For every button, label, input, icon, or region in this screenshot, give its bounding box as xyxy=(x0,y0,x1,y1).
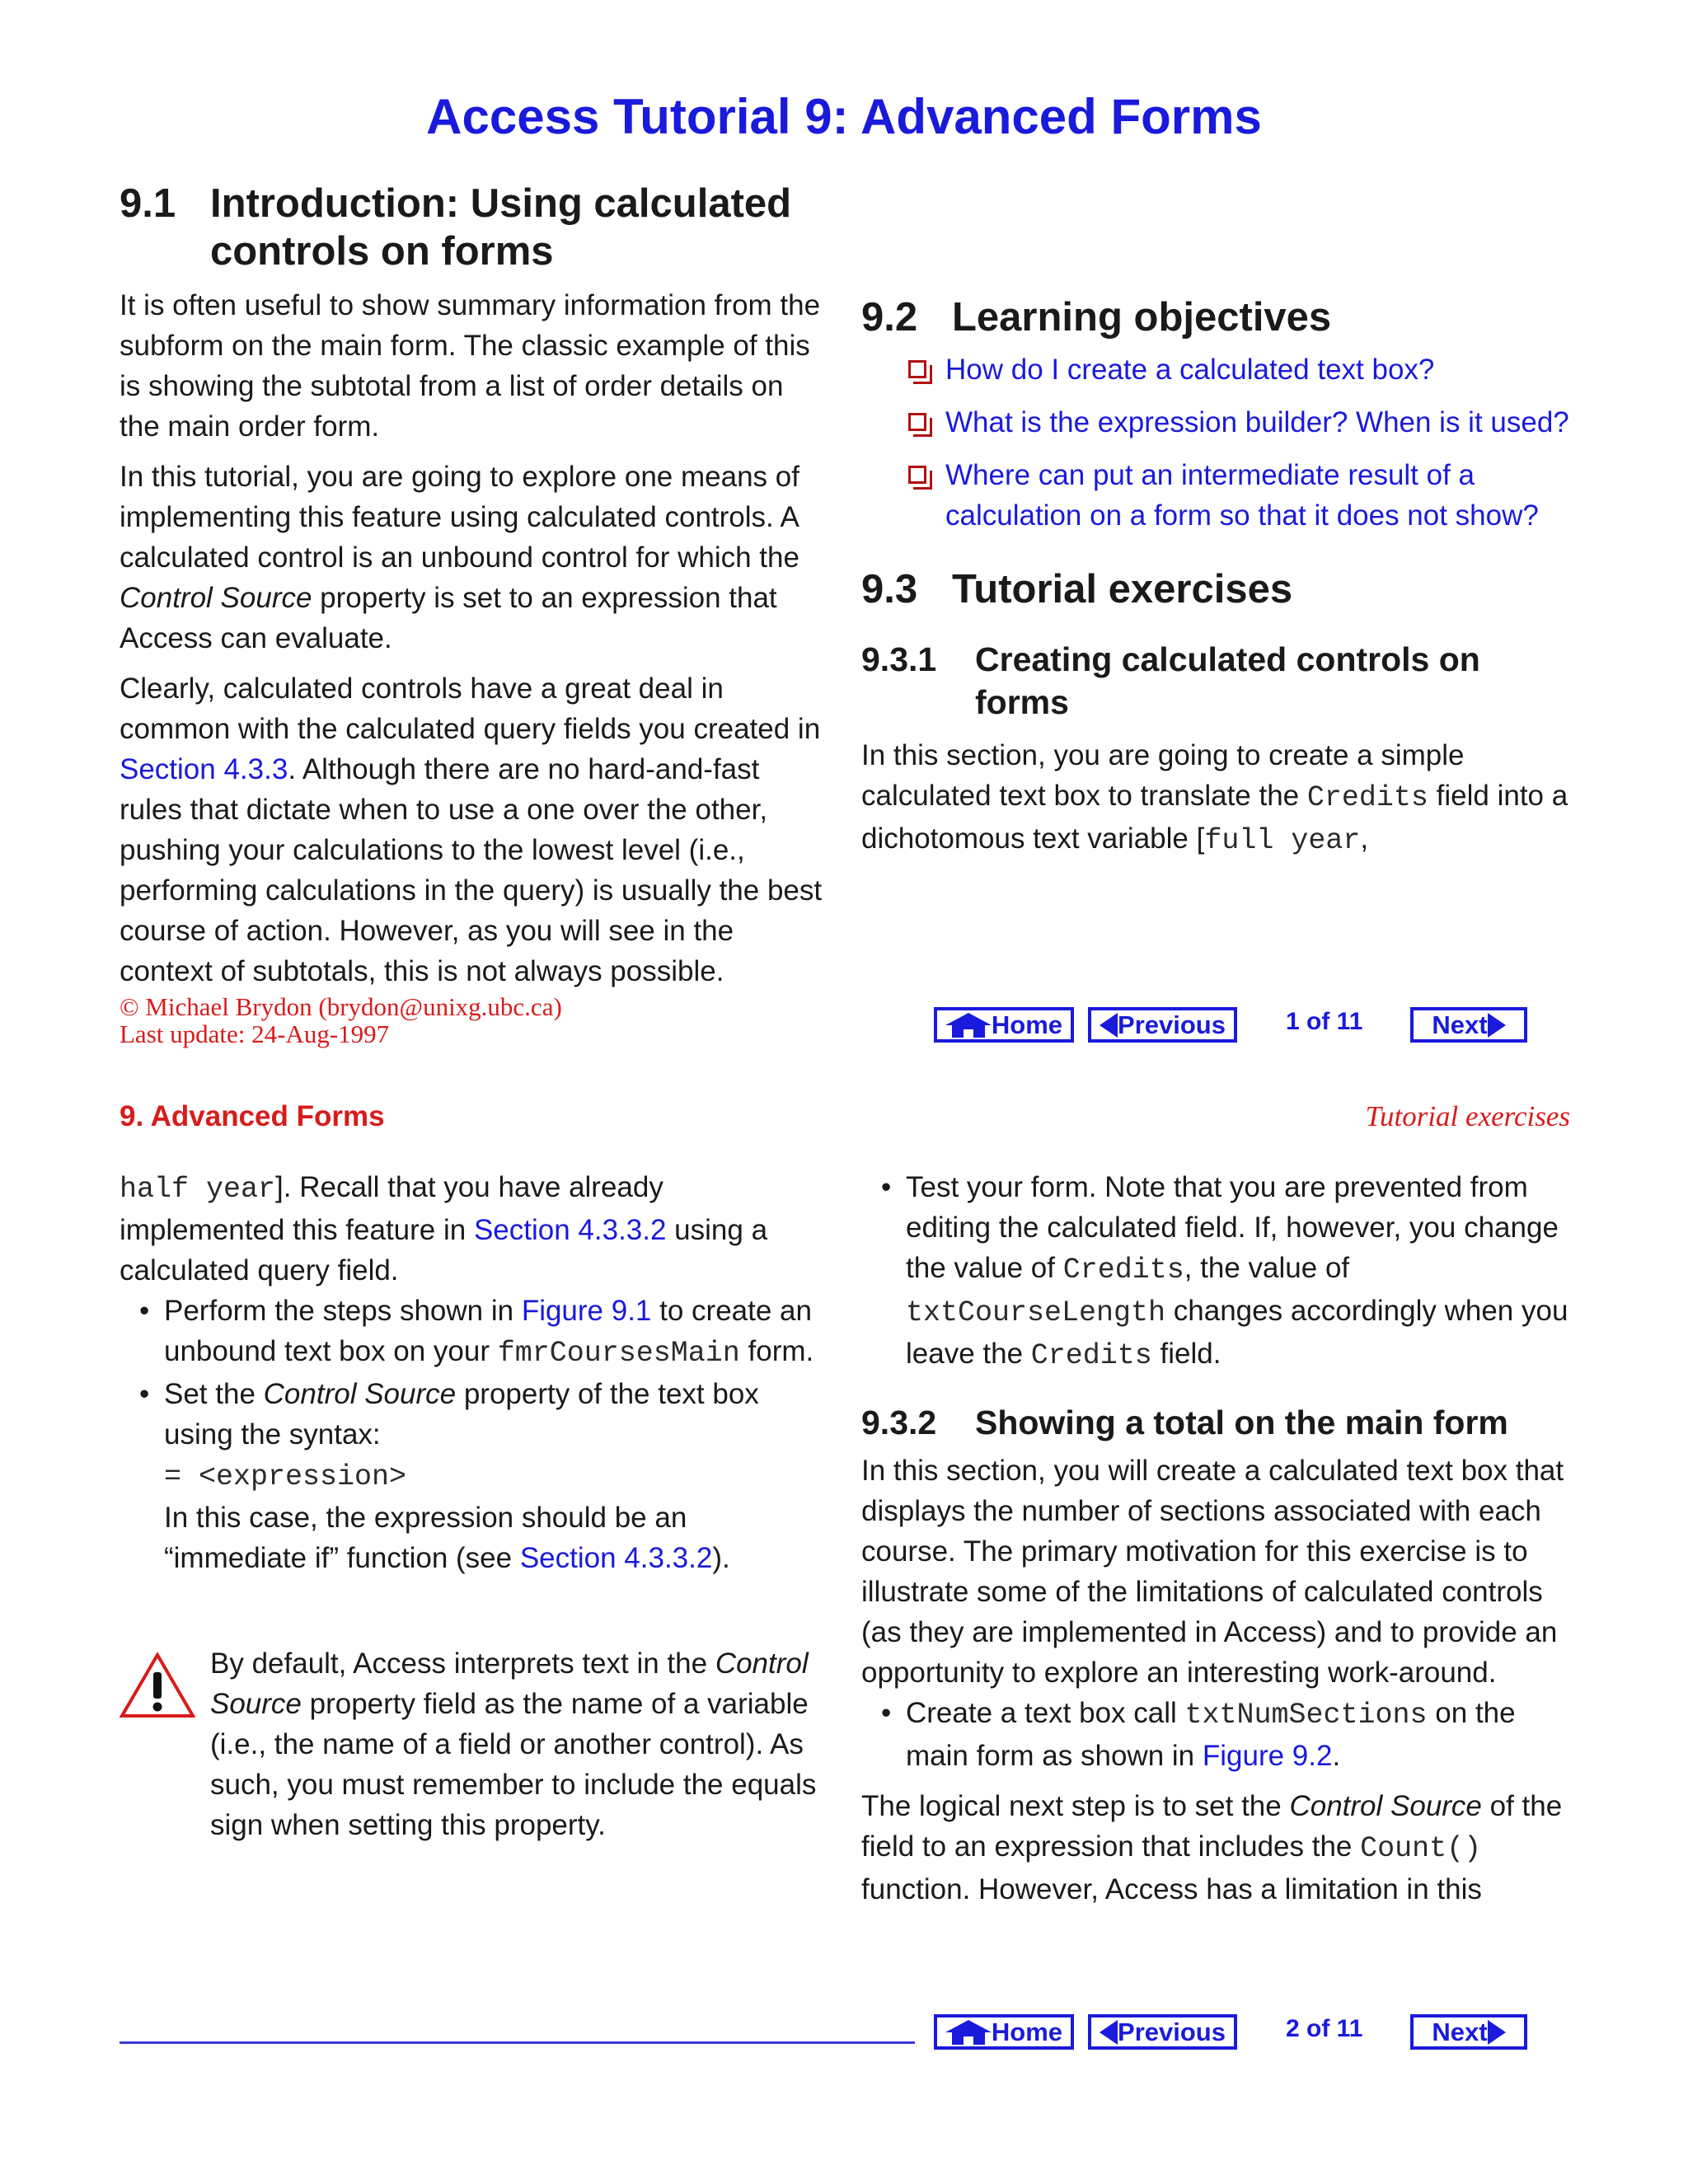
objectives-list xyxy=(907,349,1570,536)
section-9-3-1-paragraph: In this section, you are going to create a simple calculated text box to translate the Credits field into a dichotomous text variable [full year, xyxy=(861,739,1568,857)
running-header-right: Tutorial exercises xyxy=(1365,1100,1570,1132)
next-button[interactable]: Next xyxy=(1410,2014,1527,2050)
previous-button[interactable]: Previous xyxy=(1088,2014,1237,2050)
list-item: • Create a text box call txtNumSections on the main form as shown in Figure 9.2. xyxy=(881,1697,1516,1772)
page-number: 2 of 11 xyxy=(1286,2015,1363,2042)
last-update-text: Last update: 24-Aug-1997 xyxy=(120,1019,390,1048)
warning-note: By default, Access interprets text in the Control Source property field as the name of a variable (i.e., the name of a field or another control). As such, you must remember to include the equals sign when setting this property. xyxy=(210,1647,817,1841)
section-4-3-3-2-link[interactable]: Section 4.3.3.2 xyxy=(519,1542,713,1574)
triangle-left-icon xyxy=(1100,2020,1118,2045)
home-button[interactable]: Home xyxy=(934,2014,1074,2050)
continued-paragraph: half year]. Recall that you have already implemented this feature in Section 4.3.3.2 using a calculated query field. xyxy=(120,1171,768,1286)
copyright-text: © Michael Brydon (brydon@unixg.ubc.ca) xyxy=(120,992,562,1021)
home-icon xyxy=(945,1013,992,1038)
checkbox-bullet-icon xyxy=(908,413,926,431)
warning-icon xyxy=(120,1652,195,1718)
footer-credits xyxy=(120,993,562,1047)
intro-paragraph-1: It is often useful to show summary information from the subform on the main form. The classic example of this is showing the subtotal from a list of order details on the main order form. xyxy=(120,289,821,443)
section-9-3-heading: 9.3 Tutorial exercises xyxy=(861,567,1293,612)
logical-next-step-paragraph: The logical next step is to set the Control Source of the field to an expression that includes the Count() function. However, Access has a limitation in this xyxy=(861,1790,1563,1905)
steps-list xyxy=(120,1291,828,1578)
objective-item: Where can put an intermediate result of a calculation on a form so that it does not show? xyxy=(907,455,1570,536)
checkbox-bullet-icon xyxy=(908,466,926,484)
section-4-3-3-2-link[interactable]: Section 4.3.3.2 xyxy=(473,1214,667,1246)
create-list xyxy=(861,1693,1570,1776)
page1-left-column xyxy=(120,180,828,1001)
objective-item: What is the expression builder? When is it used? xyxy=(907,402,1570,443)
figure-9-1-link[interactable]: Figure 9.1 xyxy=(521,1295,652,1327)
list-item: • Perform the steps shown in Figure 9.1 to create an unbound text box on your fmrCoursesMain form. xyxy=(139,1295,814,1370)
triangle-left-icon xyxy=(1100,1013,1118,1038)
page-title: Access Tutorial 9: Advanced Forms xyxy=(426,89,1262,144)
section-9-1-heading: 9.1 Introduction: Using calculated controls on forms xyxy=(120,181,792,274)
footer-rule xyxy=(120,2041,915,2044)
section-9-2-heading: 9.2 Learning objectives xyxy=(861,295,1332,340)
section-9-3-1-heading: 9.3.1 Creating calculated controls on forms xyxy=(861,640,1480,721)
previous-button[interactable]: Previous xyxy=(1088,1007,1237,1043)
triangle-right-icon xyxy=(1488,1013,1506,1038)
page1-right-column xyxy=(861,293,1570,871)
home-icon xyxy=(945,2020,992,2045)
page2-right-column xyxy=(861,1167,1570,1910)
test-list xyxy=(861,1167,1570,1376)
section-4-3-3-link[interactable]: Section 4.3.3 xyxy=(120,753,288,785)
home-button[interactable]: Home xyxy=(934,1007,1074,1043)
running-header-left: 9. Advanced Forms xyxy=(120,1100,385,1132)
section-9-3-2-paragraph: In this section, you will create a calculated text box that displays the number of sections associated with each course. The primary motivation for this exercise is to illustrate some of the limitations of calculated controls (as they are implemented in Access) and to provide an opportunity to explore an interesting work-around. xyxy=(861,1455,1564,1689)
intro-paragraph-2: In this tutorial, you are going to explore one means of implementing this feature using calculated controls. A calculated control is an unbound control for which the Control Source property is set to an expression that Access can evaluate. xyxy=(120,461,799,654)
list-item: • Test your form. Note that you are prevented from editing the calculated field. If, however, you change the value of Credits, the value of txtCourseLength changes accordingly when you leave the Credits field. xyxy=(881,1171,1568,1372)
next-button[interactable]: Next xyxy=(1410,1007,1527,1043)
intro-paragraph-3: Clearly, calculated controls have a great deal in common with the calculated query fields you created in Section 4.3.3. Although there are no hard-and-fast rules that dictate when to use a one over the other, pushing your calculations to the lowest level (i.e., performing calculations in the query) is usually the best course of action. However, as you will see in the context of subtotals, this is not always possible. xyxy=(120,673,823,987)
figure-9-2-link[interactable]: Figure 9.2 xyxy=(1202,1740,1333,1772)
checkbox-bullet-icon xyxy=(908,360,926,378)
page2-left-column xyxy=(120,1167,828,1578)
objective-item: How do I create a calculated text box? xyxy=(907,349,1570,390)
page-number: 1 of 11 xyxy=(1286,1008,1363,1035)
triangle-right-icon xyxy=(1488,2020,1506,2045)
section-9-3-2-heading: 9.3.2 Showing a total on the main form xyxy=(861,1404,1508,1441)
list-item: • Set the Control Source property of the text box using the syntax: = <expression> In this case, the expression should be an “immediate if” function (see Section 4.3.3.2). xyxy=(139,1378,759,1574)
